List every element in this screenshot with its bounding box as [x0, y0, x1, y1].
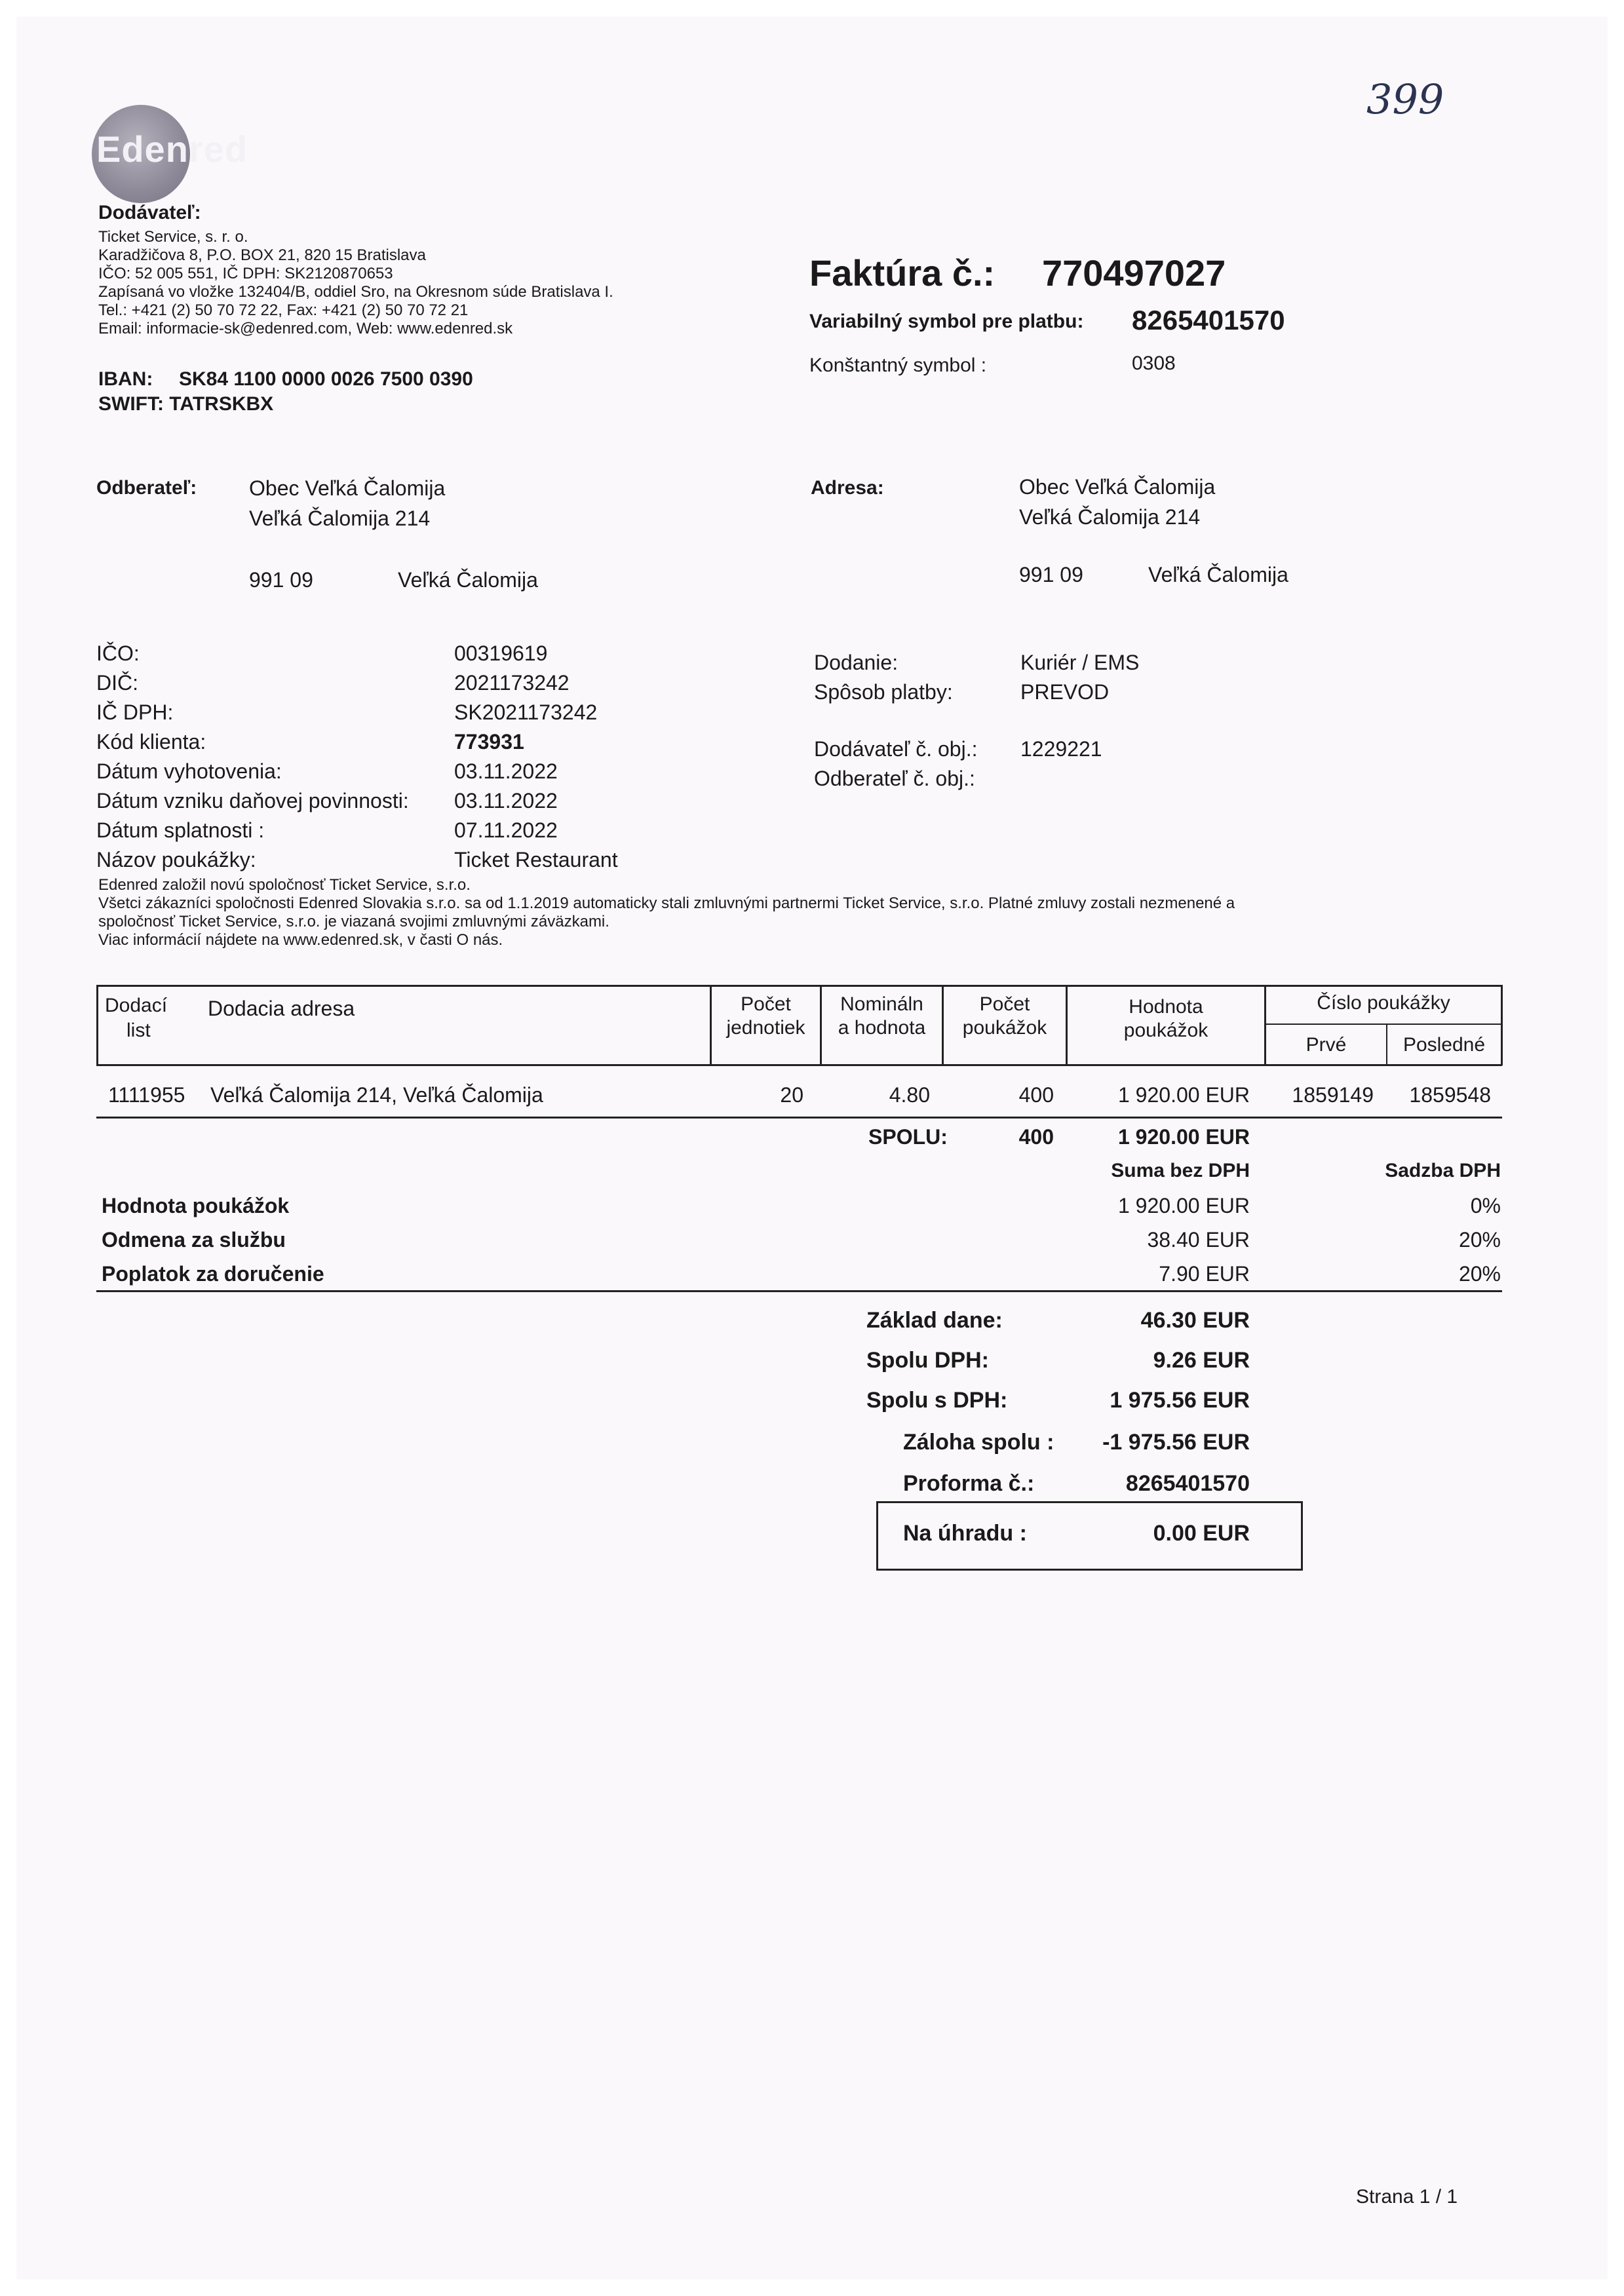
summary-label: Poplatok za doručenie	[102, 1262, 324, 1286]
cell-prve: 1859149	[1292, 1083, 1374, 1107]
col-header: Nomináln	[840, 993, 923, 1015]
logo-text: Edenred	[96, 128, 248, 170]
zaloha-label: Záloha spolu :	[903, 1430, 1054, 1455]
detail-value: Ticket Restaurant	[454, 848, 618, 871]
sdph-value: 1 975.56 EUR	[1110, 1388, 1250, 1413]
col-header: poukážok	[1123, 1020, 1208, 1041]
dph-value: 9.26 EUR	[1153, 1348, 1250, 1373]
cell-pocet-poukazok: 400	[1018, 1083, 1054, 1107]
detail-value: 773931	[454, 730, 524, 754]
cell-posledne: 1859548	[1409, 1083, 1491, 1107]
notice-line: Všetci zákazníci spoločnosti Edenred Slovakia s.r.o. sa od 1.1.2019 automaticky stali zmluvnými partnermi Ticket Service, s.r.o. Platné zmluvy zostali nezmenené a	[98, 894, 1235, 912]
detail-label: Kód klienta:	[96, 730, 206, 754]
sdph-label: Spolu s DPH:	[866, 1388, 1008, 1413]
cell-pocet-jednotiek: 20	[780, 1083, 803, 1107]
col-header: Číslo poukážky	[1317, 992, 1450, 1014]
summary-label: Odmena za službu	[102, 1228, 286, 1252]
customer-zip: 991 09	[249, 568, 313, 592]
col-header: jednotiek	[726, 1017, 805, 1039]
col-header: poukážok	[962, 1017, 1047, 1039]
address-name: Obec Veľká Čalomija	[1019, 475, 1216, 499]
payment-value: PREVOD	[1020, 680, 1110, 704]
detail-label: IČO:	[96, 641, 140, 665]
detail-label: DIČ:	[96, 671, 138, 695]
supplier-line: Tel.: +421 (2) 50 70 72 22, Fax: +421 (2) 50 70 72 21	[98, 301, 469, 319]
handwritten-number: 399	[1366, 75, 1444, 123]
proforma-value: 8265401570	[1125, 1471, 1250, 1496]
vs-label: Variabilný symbol pre platbu:	[809, 311, 1084, 332]
supplier-line: Zapísaná vo vložke 132404/B, oddiel Sro, na Okresnom súde Bratislava I.	[98, 283, 613, 301]
proforma-label: Proforma č.:	[903, 1471, 1035, 1496]
cell-dodaci: 1111955	[108, 1083, 185, 1107]
col-header: Počet	[741, 993, 791, 1015]
vs-value: 8265401570	[1132, 305, 1285, 335]
address-zip: 991 09	[1019, 563, 1083, 586]
summary-suma: 7.90 EUR	[1159, 1262, 1250, 1286]
uhrada-label: Na úhradu :	[903, 1521, 1027, 1546]
notice-line: spoločnosť Ticket Service, s.r.o. je viazaná svojimi zmluvnými záväzkami.	[98, 913, 609, 930]
customer-name: Obec Veľká Čalomija	[249, 476, 446, 500]
supplier-line: Karadžičova 8, P.O. BOX 21, 820 15 Bratislava	[98, 246, 426, 264]
notice-line: Viac informácií nájdete na www.edenred.sk, v časti O nás.	[98, 931, 503, 949]
customer-city: Veľká Čalomija	[398, 568, 538, 592]
payment-label: Spôsob platby:	[814, 680, 953, 704]
col-header: Prvé	[1305, 1034, 1347, 1056]
col-sadzba-dph: Sadzba DPH	[1385, 1160, 1501, 1181]
col-header: Dodacia adresa	[208, 997, 355, 1020]
invoice-number: 770497027	[1042, 252, 1226, 294]
detail-value: 07.11.2022	[454, 818, 558, 842]
customer-street: Veľká Čalomija 214	[249, 507, 431, 530]
detail-value: 03.11.2022	[454, 759, 558, 783]
supplier-order-value: 1229221	[1020, 737, 1102, 761]
supplier-heading: Dodávateľ:	[98, 202, 201, 223]
zaloha-value: -1 975.56 EUR	[1102, 1430, 1250, 1455]
summary-sadzba: 0%	[1470, 1194, 1501, 1217]
address-city: Veľká Čalomija	[1148, 563, 1288, 586]
zaklad-value: 46.30 EUR	[1140, 1308, 1250, 1333]
page-number: Strana 1 / 1	[1356, 2186, 1458, 2208]
supplier-order-label: Dodávateľ č. obj.:	[814, 737, 978, 761]
supplier-line: IČO: 52 005 551, IČ DPH: SK2120870653	[98, 265, 393, 282]
col-header: Posledné	[1402, 1034, 1486, 1056]
zaklad-label: Základ dane:	[866, 1308, 1003, 1333]
customer-label: Odberateľ:	[96, 477, 197, 499]
detail-label: Dátum splatnosti :	[96, 818, 265, 842]
detail-label: Dátum vyhotovenia:	[96, 759, 282, 783]
spolu-count: 400	[1018, 1125, 1054, 1149]
spolu-value: 1 920.00 EUR	[1117, 1125, 1250, 1149]
col-header: a hodnota	[838, 1017, 926, 1039]
address-street: Veľká Čalomija 214	[1019, 505, 1201, 529]
ks-label: Konštantný symbol :	[809, 354, 987, 376]
detail-label: Dátum vzniku daňovej povinnosti:	[96, 789, 409, 813]
col-header: list	[126, 1020, 151, 1041]
summary-sadzba: 20%	[1458, 1262, 1501, 1286]
cell-adresa: Veľká Čalomija 214, Veľká Čalomija	[210, 1083, 543, 1107]
dph-label: Spolu DPH:	[866, 1348, 989, 1373]
cell-hodnota: 1 920.00 EUR	[1117, 1083, 1250, 1107]
iban-label: IBAN:	[98, 368, 153, 390]
cell-nominal: 4.80	[889, 1083, 930, 1107]
detail-label: IČ DPH:	[96, 700, 174, 724]
detail-value: SK2021173242	[454, 700, 598, 724]
invoice-page	[16, 16, 1608, 2280]
summary-sadzba: 20%	[1458, 1228, 1501, 1252]
delivery-label: Dodanie:	[814, 651, 899, 674]
delivery-value: Kuriér / EMS	[1020, 651, 1140, 674]
customer-order-label: Odberateľ č. obj.:	[814, 767, 975, 790]
col-header: Dodací	[105, 995, 168, 1016]
detail-value: 00319619	[454, 641, 548, 665]
uhrada-value: 0.00 EUR	[1153, 1521, 1250, 1546]
col-header: Počet	[979, 993, 1030, 1015]
spolu-label: SPOLU:	[868, 1125, 948, 1149]
supplier-line: Ticket Service, s. r. o.	[98, 228, 248, 246]
iban-value: SK84 1100 0000 0026 7500 0390	[179, 368, 473, 390]
supplier-line: Email: informacie-sk@edenred.com, Web: www.edenred.sk	[98, 320, 513, 337]
col-suma-bez-dph: Suma bez DPH	[1111, 1160, 1250, 1181]
summary-label: Hodnota poukážok	[102, 1194, 290, 1217]
detail-value: 03.11.2022	[454, 789, 558, 813]
swift: SWIFT: TATRSKBX	[98, 393, 274, 415]
detail-label: Názov poukážky:	[96, 848, 256, 871]
ks-value: 0308	[1132, 353, 1176, 374]
summary-suma: 38.40 EUR	[1147, 1228, 1250, 1252]
address-label: Adresa:	[811, 477, 884, 499]
invoice-title: Faktúra č.:	[809, 252, 996, 294]
summary-suma: 1 920.00 EUR	[1117, 1194, 1250, 1217]
col-header: Hodnota	[1129, 996, 1203, 1018]
detail-value: 2021173242	[454, 671, 570, 695]
notice-line: Edenred založil novú spoločnosť Ticket Service, s.r.o.	[98, 876, 471, 894]
